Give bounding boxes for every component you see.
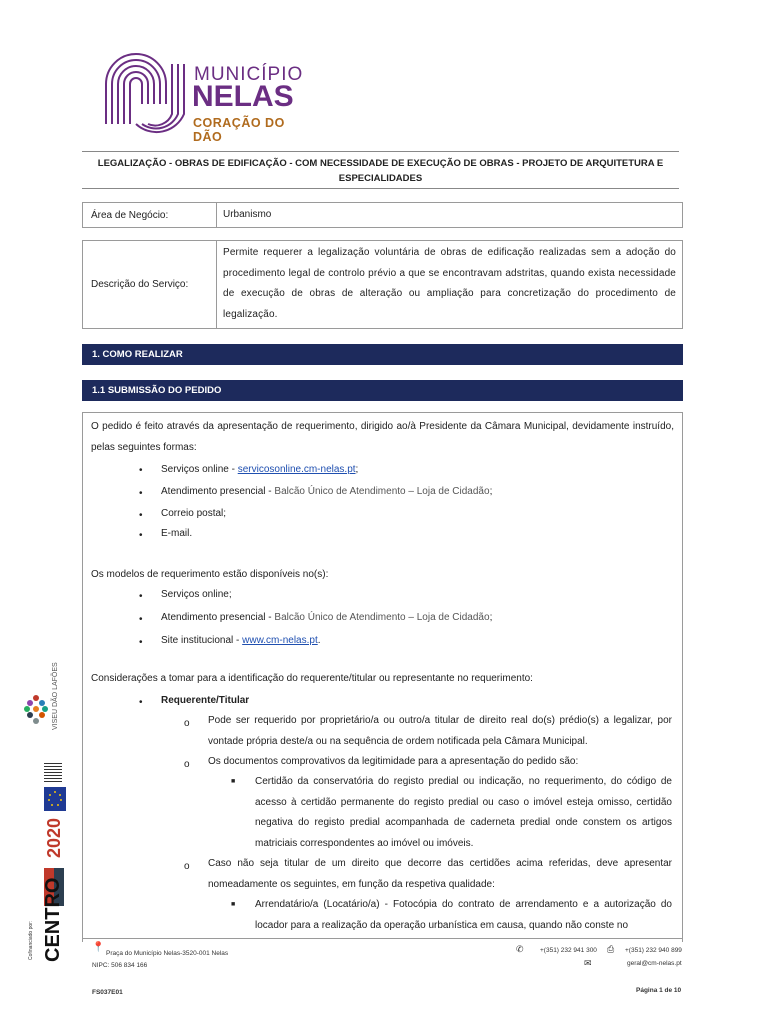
bullet-icon: • [139, 530, 143, 541]
intro-paragraph: O pedido é feito através da apresentação de requerimento, dirigido ao/à Presidente da Câmara Municipal, devidamente instruído, pelas seguintes formas: [91, 421, 674, 453]
bullet-icon: • [139, 637, 143, 648]
title-rule-top [82, 151, 679, 152]
submission-content [82, 412, 683, 942]
list-item: Serviços online; [161, 589, 232, 600]
list-item: Pode ser requerido por proprietário/a ou outro/a titular de direito real do(s) prédio(s) a legalizar, por vontade própria deste/a ou na sequência de ordem notificada pela Câmara Municipal. [208, 715, 672, 747]
bullet-icon: • [139, 614, 143, 625]
fax-icon: ⎙ [607, 944, 615, 954]
list-item: Os documentos comprovativos da legitimidade para a apresentação do pedido são: [208, 756, 579, 767]
list-item: Serviços online - servicosonline.cm-nelas.pt; [161, 464, 359, 475]
viseu-dao-lafoes-logo-icon [24, 694, 48, 726]
requerente-heading: Requerente/Titular [161, 695, 250, 706]
eu-flag-icon [44, 787, 66, 811]
logo-nelas: NELAS [192, 80, 294, 113]
footer-rule [82, 938, 683, 939]
list-item: Atendimento presencial - Balcão Único de Atendimento – Loja de Cidadão; [161, 612, 493, 623]
municipio-logo [96, 44, 306, 144]
area-table [82, 202, 683, 228]
circle-bullet-icon: o [184, 759, 190, 770]
bullet-icon: • [139, 465, 143, 476]
modelos-paragraph: Os modelos de requerimento estão disponíveis no(s): [91, 569, 329, 580]
list-item: Correio postal; [161, 508, 227, 519]
republica-logo-icon [44, 763, 62, 783]
document-code: FS037E01 [92, 989, 123, 996]
list-item: E-mail. [161, 528, 193, 539]
bullet-icon: • [139, 510, 143, 521]
description-table [82, 240, 683, 329]
phone-icon: ✆ [516, 944, 524, 954]
description-label: Descrição do Serviço: [91, 279, 189, 290]
footer-phone: +(351) 232 941 300 [540, 947, 597, 954]
bullet-icon: • [139, 697, 143, 708]
servicos-online-link[interactable]: servicosonline.cm-nelas.pt [237, 464, 356, 475]
logo-symbol-icon [96, 44, 188, 134]
centro-logo: CENTRO [42, 877, 64, 962]
section-submissao-pedido: 1.1 SUBMISSÃO DO PEDIDO [82, 380, 683, 401]
description-value: Permite requerer a legalização voluntária de obras de edificação realizadas sem a adoção do procedimento legal de controlo prévio a que se encontravam adstritas, quando exista necessidade de execução de obras de alteração ou ampliação para concretização do procedimento de legalização. [223, 247, 676, 320]
footer-nipc: NIPC: 506 834 166 [92, 962, 148, 969]
list-item: Caso não seja titular de um direito que decorre das certidões acima referidas, deve apresentar nomeadamente os seguintes, em função da respetiva qualidade: [208, 858, 672, 890]
area-value: Urbanismo [223, 209, 272, 220]
footer-fax: +(351) 232 940 899 [625, 947, 682, 954]
portugal-2020-logo: 2020 [44, 817, 64, 858]
square-bullet-icon: ■ [231, 901, 236, 908]
circle-bullet-icon: o [184, 718, 190, 729]
consideracoes-paragraph: Considerações a tomar para a identificação do requerente/titular ou representante no requerimento: [91, 673, 533, 684]
list-item: Atendimento presencial - Balcão Único de Atendimento – Loja de Cidadão; [161, 486, 493, 497]
viseu-label: VISEU DÃO LAFÕES [52, 662, 59, 730]
footer-address: Praça do Município Nelas-3520-001 Nelas [106, 950, 229, 957]
document-title: LEGALIZAÇÃO - OBRAS DE EDIFICAÇÃO - COM NECESSIDADE DE EXECUÇÃO DE OBRAS - PROJETO DE ARQUITETURA E ESPECIALIDADES [97, 158, 664, 184]
logo-tagline: CORAÇÃO DO DÃO [193, 116, 285, 144]
cofinanciado-label: Cofinanciado por: [28, 920, 34, 960]
bullet-icon: • [139, 488, 143, 499]
square-bullet-icon: ■ [231, 778, 236, 785]
location-pin-icon: 📍 [92, 942, 105, 953]
email-icon: ✉ [584, 958, 592, 968]
title-rule-bottom [82, 188, 679, 189]
logo-municipio: MUNICÍPIO [194, 64, 304, 85]
list-item: Certidão da conservatória do registo predial ou indicação, no requerimento, do código de acesso à certidão permanente do registo predial ou caso o imóvel esteja omisso, certidão negativa do registo predial acompanhada de caderneta predial onde constem os artigos matriciais correspondentes ao imóvel ou imóveis. [255, 776, 672, 849]
footer-email: geral@cm-nelas.pt [627, 960, 682, 967]
area-label: Área de Negócio: [91, 210, 169, 221]
circle-bullet-icon: o [184, 861, 190, 872]
section-como-realizar: 1. COMO REALIZAR [82, 344, 683, 365]
page-number: Página 1 de 10 [636, 987, 682, 994]
list-item: Site institucional - www.cm-nelas.pt. [161, 635, 321, 646]
site-institucional-link[interactable]: www.cm-nelas.pt [242, 635, 318, 646]
list-item: Arrendatário/a (Locatário/a) - Fotocópia do contrato de arrendamento e a autorização do locador para a realização da operação urbanística em causa, quando não conste no [255, 899, 672, 931]
bullet-icon: • [139, 591, 143, 602]
